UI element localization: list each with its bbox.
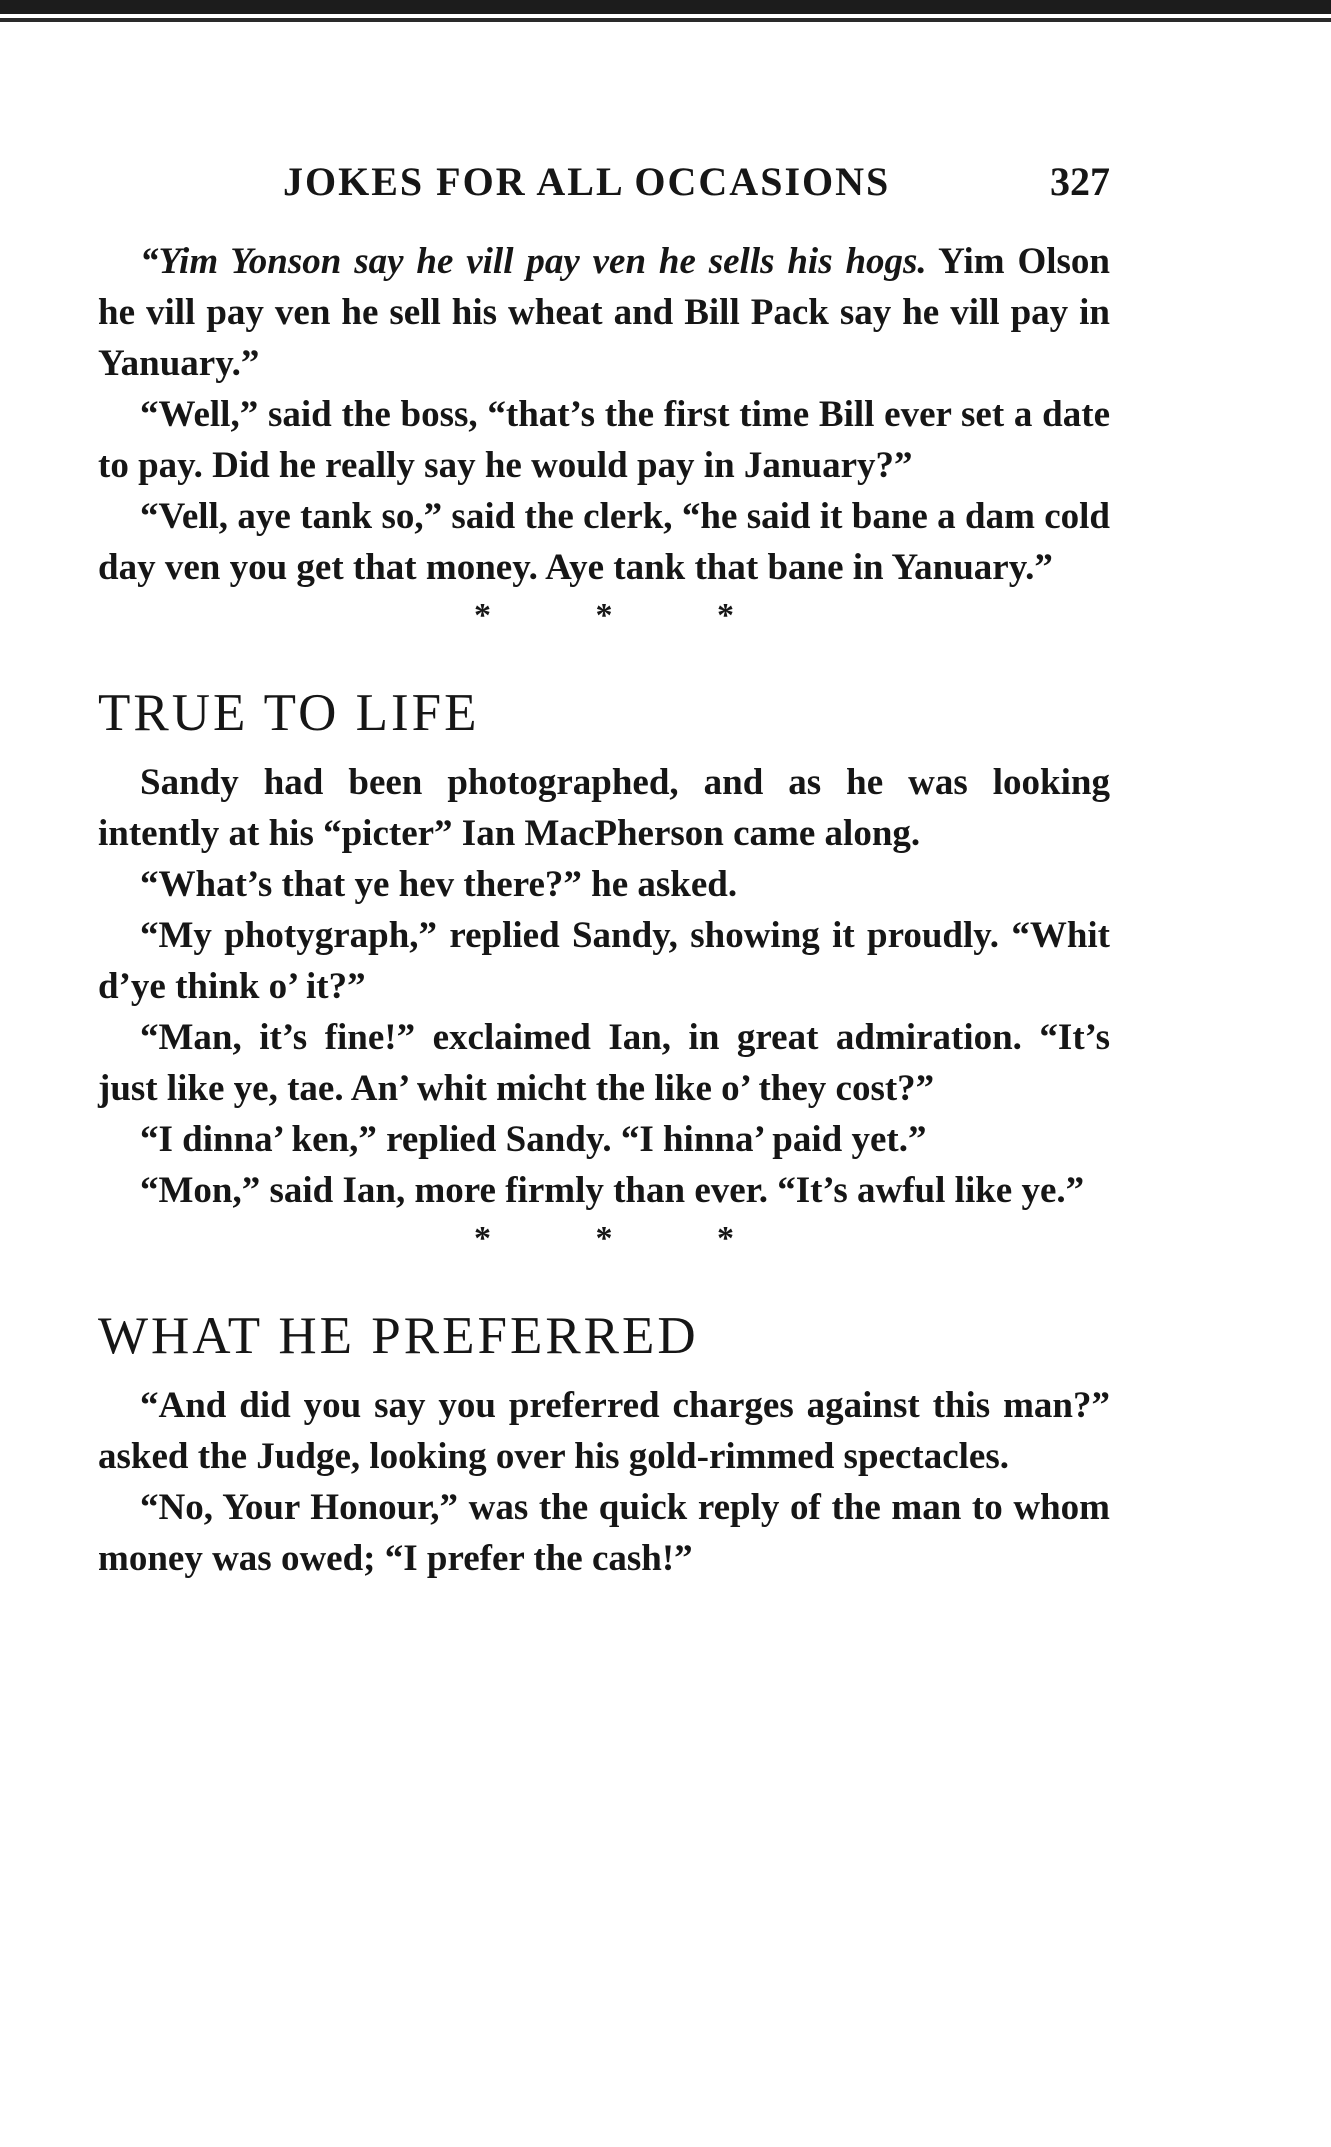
intro-paragraph-3: “Vell, aye tank so,” said the clerk, “he said it bane a dam cold day ven you get that money. Aye tank that bane in Yanuary.” xyxy=(98,496,1110,588)
section-divider-2: * * * xyxy=(474,1220,782,1257)
section1-paragraph: “My photygraph,” replied Sandy, showing it proudly. “Whit d’ye think o’ it?” xyxy=(98,915,1110,1007)
section1-paragraph: Sandy had been photographed, and as he was looking intently at his “picter” Ian MacPherson came along. xyxy=(98,762,1110,854)
intro-paragraph-1-rest: Yim Olson he vill pay ven he sell his wheat and Bill Pack say he vill pay in Yanuary.” xyxy=(98,241,1110,384)
running-title: JOKES FOR ALL OCCASIONS xyxy=(283,159,891,204)
section2-paragraph: “And did you say you preferred charges against this man?” asked the Judge, looking over his gold-rimmed spectacles. xyxy=(98,1385,1110,1477)
section-divider-1: * * * xyxy=(474,597,782,634)
intro-paragraph-2: “Well,” said the boss, “that’s the first time Bill ever set a date to pay. Did he really say he would pay in January?” xyxy=(98,394,1110,486)
running-head xyxy=(98,158,1110,218)
section-heading-true-to-life: TRUE TO LIFE xyxy=(98,684,480,742)
section1-paragraph: “Man, it’s fine!” exclaimed Ian, in great admiration. “It’s just like ye, tae. An’ whit micht the like o’ they cost?” xyxy=(98,1017,1110,1109)
top-border-thin-rule xyxy=(0,18,1331,22)
intro-paragraph-1 xyxy=(98,236,1110,389)
intro-paragraph-1-italic: “Yim Yonson say he vill pay ven he sells his hogs. xyxy=(140,241,927,282)
section2-paragraph: “No, Your Honour,” was the quick reply of the man to whom money was owed; “I prefer the cash!” xyxy=(98,1487,1110,1579)
top-border-rule xyxy=(0,0,1331,14)
section1-paragraph: “Mon,” said Ian, more firmly than ever. “It’s awful like ye.” xyxy=(140,1170,1085,1211)
section1-paragraph: “I dinna’ ken,” replied Sandy. “I hinna’ paid yet.” xyxy=(140,1119,927,1160)
page-number: 327 xyxy=(1050,159,1110,204)
book-page xyxy=(98,158,1110,1584)
section-heading-what-he-preferred: WHAT HE PREFERRED xyxy=(98,1307,699,1365)
section1-paragraph: “What’s that ye hev there?” he asked. xyxy=(140,864,738,905)
